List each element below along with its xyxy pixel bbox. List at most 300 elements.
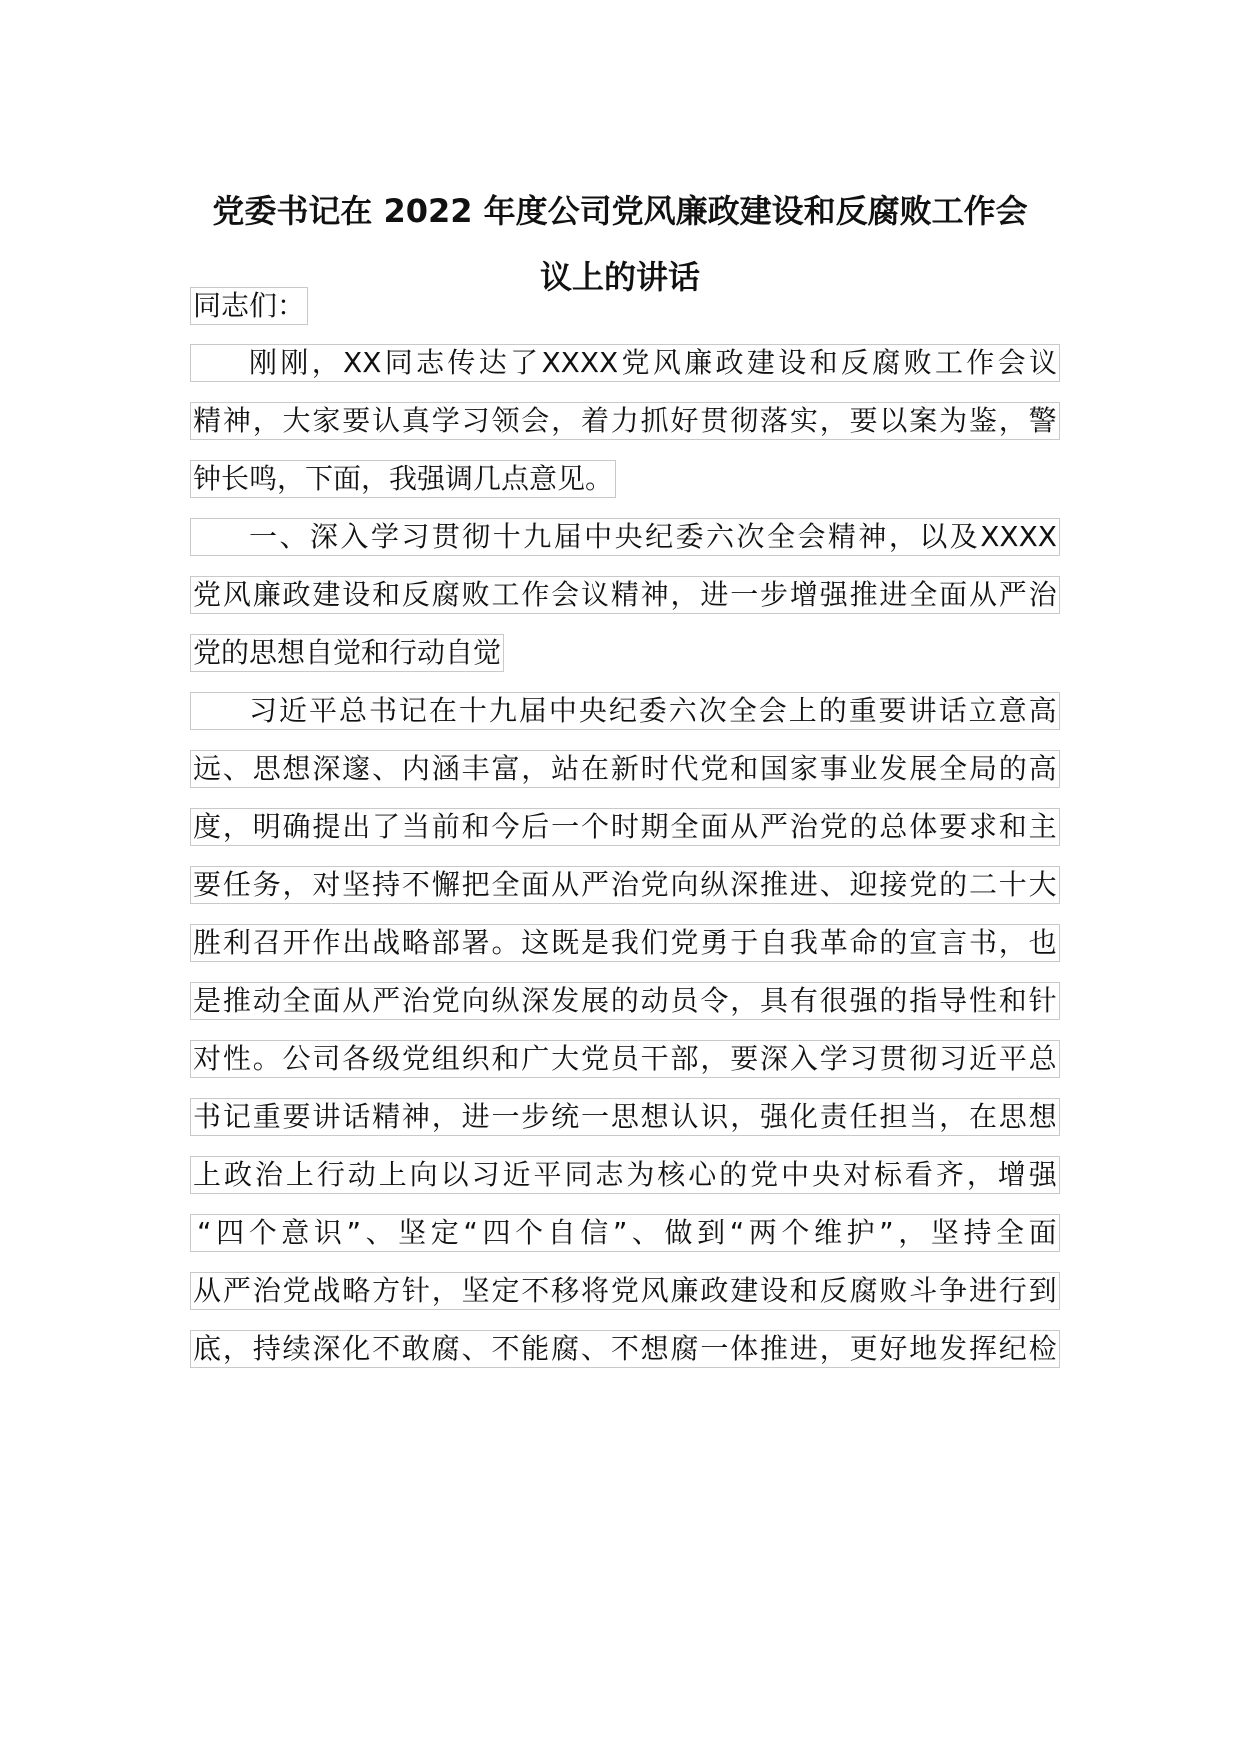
text-glyph: 推 — [760, 1332, 789, 1365]
text-glyph: 。 — [491, 926, 520, 959]
text-glyph: 案 — [909, 404, 938, 437]
text-glyph: 深 — [312, 752, 341, 785]
text-glyph: 不 — [491, 1332, 520, 1365]
text-glyph: 略 — [342, 1274, 371, 1307]
text-glyph: 令 — [700, 984, 729, 1017]
text-glyph: 增 — [789, 578, 818, 611]
text-glyph: 神 — [401, 1100, 430, 1133]
text-glyph: 度 — [193, 810, 222, 843]
text-glyph: 落 — [760, 404, 789, 437]
text-glyph: 神 — [222, 404, 251, 437]
text-glyph: 议 — [1028, 346, 1057, 379]
text-glyph: 彻 — [730, 404, 759, 437]
text-glyph: 习 — [461, 404, 490, 437]
text-glyph: 广 — [521, 1042, 550, 1075]
text-glyph: 利 — [222, 926, 251, 959]
text-glyph: 精 — [193, 404, 222, 437]
text-glyph: 严 — [998, 578, 1027, 611]
text-glyph: 彻 — [909, 1042, 938, 1075]
text-glyph: 腐 — [431, 1332, 460, 1365]
text-glyph: 这 — [521, 926, 550, 959]
text-glyph: 革 — [819, 926, 848, 959]
text-glyph: 大 — [1028, 868, 1057, 901]
text-glyph: ， — [282, 868, 311, 901]
text-glyph: 的 — [879, 984, 908, 1017]
text-glyph: 齐 — [935, 1158, 964, 1191]
text-glyph: 干 — [640, 1042, 669, 1075]
text-glyph: 上 — [378, 1158, 407, 1191]
text-glyph: 提 — [312, 810, 341, 843]
text-glyph: 开 — [282, 926, 311, 959]
text-glyph: 上 — [193, 1158, 222, 1191]
text-glyph: 挥 — [968, 1332, 997, 1365]
text-glyph: 习 — [849, 1042, 878, 1075]
text-glyph: 推 — [849, 578, 878, 611]
text-glyph: 、 — [580, 1332, 609, 1365]
text-glyph: 反 — [840, 346, 869, 379]
text-glyph: 话 — [342, 1100, 371, 1133]
text-glyph: 定 — [430, 1216, 459, 1249]
text-glyph: 内 — [401, 752, 430, 785]
text-glyph: 国 — [760, 752, 789, 785]
text-glyph: 体 — [909, 810, 938, 843]
text-glyph: 次 — [736, 520, 765, 553]
text-glyph: 央 — [578, 694, 607, 727]
text-glyph: 面 — [700, 810, 729, 843]
text-glyph: 达 — [478, 346, 507, 379]
text-glyph: 的 — [610, 984, 639, 1017]
text-glyph: 设 — [778, 346, 807, 379]
text-glyph: 反 — [819, 1274, 848, 1307]
text-glyph: 核 — [657, 1158, 686, 1191]
text-glyph: 学 — [370, 520, 399, 553]
text-glyph: 力 — [610, 404, 639, 437]
paragraph-line — [190, 924, 1060, 962]
text-glyph: 全 — [766, 520, 795, 553]
text-glyph: 败 — [879, 1274, 908, 1307]
text-glyph: 会 — [797, 520, 826, 553]
text-glyph: 习 — [401, 520, 430, 553]
text-glyph: 不 — [401, 868, 430, 901]
text-glyph: 的 — [939, 868, 968, 901]
text-glyph: 斗 — [909, 1274, 938, 1307]
text-glyph: 向 — [409, 1158, 438, 1191]
text-glyph: 员 — [670, 984, 699, 1017]
text-glyph: 六 — [668, 694, 697, 727]
text-glyph: 次 — [698, 694, 727, 727]
text-glyph: 认 — [670, 1100, 699, 1133]
text-glyph: 要 — [878, 694, 907, 727]
text-glyph: 任 — [849, 1100, 878, 1133]
text-glyph: 新 — [610, 752, 639, 785]
text-glyph: 重 — [848, 694, 877, 727]
text-glyph: 议 — [580, 578, 609, 611]
text-glyph: 作 — [966, 346, 995, 379]
text-glyph: 想 — [640, 1100, 669, 1133]
text-glyph: ， — [311, 346, 340, 379]
text-glyph: 具 — [760, 984, 789, 1017]
text-glyph: 记 — [398, 694, 427, 727]
paragraph-line — [190, 1098, 1060, 1136]
text-glyph: 大 — [551, 1042, 580, 1075]
text-glyph: 一 — [491, 1100, 520, 1133]
text-glyph: 鉴 — [968, 404, 997, 437]
text-glyph: 有 — [789, 984, 818, 1017]
text-glyph: 、 — [365, 1216, 394, 1249]
text-glyph: 想 — [282, 752, 311, 785]
paragraph-line — [190, 1330, 1060, 1368]
text-glyph: 和 — [491, 1042, 520, 1075]
text-glyph: 持 — [963, 1216, 992, 1249]
text-glyph: 员 — [610, 1042, 639, 1075]
paragraph-line — [190, 808, 1060, 846]
text-glyph: 代 — [670, 752, 699, 785]
text-glyph: 既 — [551, 926, 580, 959]
text-glyph: 动 — [640, 984, 669, 1017]
paragraph-line — [190, 402, 1060, 440]
text-glyph: 织 — [461, 1042, 490, 1075]
text-glyph: 化 — [342, 1332, 371, 1365]
text-glyph: 自 — [547, 1216, 576, 1249]
text-glyph: 进 — [879, 578, 908, 611]
text-glyph: 更 — [849, 1332, 878, 1365]
text-glyph: ， — [431, 1274, 460, 1307]
text-glyph: 发 — [551, 984, 580, 1017]
text-glyph: 党 — [640, 868, 669, 901]
text-glyph: 敢 — [401, 1332, 430, 1365]
text-glyph: 会 — [521, 404, 550, 437]
paragraph-line — [190, 1040, 1060, 1078]
text-glyph: 强 — [760, 1100, 789, 1133]
text-glyph: 识 — [700, 1100, 729, 1133]
text-glyph: 总 — [1028, 1042, 1057, 1075]
text-glyph: 贯 — [879, 1042, 908, 1075]
text-glyph: 治 — [789, 810, 818, 843]
text-glyph: 设 — [760, 1274, 789, 1307]
text-glyph: 习 — [471, 1158, 500, 1191]
text-glyph: 政 — [223, 1158, 252, 1191]
text-glyph: 深 — [730, 868, 759, 901]
text-glyph: 党 — [819, 810, 848, 843]
text-glyph: 自 — [760, 926, 789, 959]
text-glyph: 败 — [903, 346, 932, 379]
text-glyph: 风 — [640, 1274, 669, 1307]
text-glyph: 一 — [700, 1332, 729, 1365]
text-glyph: 担 — [879, 1100, 908, 1133]
text-glyph: 把 — [461, 868, 490, 901]
text-glyph: 领 — [491, 404, 520, 437]
text-glyph: 讲 — [908, 694, 937, 727]
paragraph-line — [190, 866, 1060, 904]
text-glyph: 记 — [222, 1100, 251, 1133]
text-glyph: 作 — [521, 578, 550, 611]
document-title-line-2: 议上的讲话 — [539, 258, 700, 296]
text-glyph: ， — [222, 810, 251, 843]
text-glyph: 好 — [879, 1332, 908, 1365]
text-glyph: 底 — [193, 1332, 222, 1365]
text-glyph: 动 — [347, 1158, 376, 1191]
text-glyph: 信 — [580, 1216, 609, 1249]
text-glyph: 要 — [849, 404, 878, 437]
text-glyph: 从 — [193, 1274, 222, 1307]
text-glyph: “ — [729, 1216, 745, 1249]
text-glyph: 中 — [548, 694, 577, 727]
text-glyph: 纪 — [608, 694, 637, 727]
text-glyph: 我 — [610, 926, 639, 959]
paragraph-line — [190, 1272, 1060, 1310]
text-glyph: 在 — [580, 752, 609, 785]
text-glyph: 言 — [939, 926, 968, 959]
text-glyph: 为 — [939, 404, 968, 437]
text-glyph: 志 — [416, 346, 445, 379]
text-glyph: 近 — [968, 1042, 997, 1075]
text-glyph: 及 — [949, 520, 978, 553]
text-glyph: 业 — [849, 752, 878, 785]
text-glyph: 央 — [812, 1158, 841, 1191]
text-glyph: 和 — [372, 578, 401, 611]
text-glyph: 腐 — [670, 1332, 699, 1365]
text-glyph: ” — [346, 1216, 361, 1249]
text-glyph: 一 — [580, 1100, 609, 1133]
text-glyph: 略 — [401, 926, 430, 959]
text-glyph: ， — [998, 926, 1027, 959]
text-glyph: 深 — [760, 1042, 789, 1075]
text-glyph: XXXX — [980, 520, 1057, 553]
text-glyph: 总 — [879, 810, 908, 843]
text-glyph: 不 — [610, 1332, 639, 1365]
paragraph-line — [190, 344, 1060, 382]
text-glyph: ， — [551, 404, 580, 437]
text-glyph: 全 — [491, 868, 520, 901]
text-glyph: 个 — [248, 1216, 277, 1249]
text-glyph: 邃 — [342, 752, 371, 785]
text-glyph: 们 — [640, 926, 669, 959]
text-glyph: 做 — [664, 1216, 693, 1249]
text-glyph: 主 — [1028, 810, 1057, 843]
text-glyph: 要 — [193, 868, 222, 901]
text-glyph: 向 — [461, 984, 490, 1017]
text-glyph: 也 — [1028, 926, 1057, 959]
text-glyph: 刚 — [249, 346, 278, 379]
text-glyph: 对 — [193, 1042, 222, 1075]
text-glyph: 远 — [193, 752, 222, 785]
text-glyph: 涵 — [431, 752, 460, 785]
text-glyph: 严 — [372, 984, 401, 1017]
text-glyph: 面 — [521, 868, 550, 901]
paragraph-line — [190, 1156, 1060, 1194]
text-glyph: 深 — [312, 1332, 341, 1365]
text-glyph: 届 — [553, 520, 582, 553]
text-glyph: 在 — [968, 1100, 997, 1133]
text-glyph: 标 — [873, 1158, 902, 1191]
text-glyph: 接 — [879, 868, 908, 901]
text-glyph: 近 — [278, 694, 307, 727]
text-glyph: 定 — [491, 1274, 520, 1307]
text-glyph: 当 — [401, 810, 430, 843]
text-glyph: 方 — [372, 1274, 401, 1307]
text-glyph: 神 — [640, 578, 669, 611]
text-glyph: 六 — [706, 520, 735, 553]
text-glyph: ， — [431, 1100, 460, 1133]
text-glyph: 进 — [789, 1332, 818, 1365]
text-glyph: 腐 — [551, 1332, 580, 1365]
text-glyph: 强 — [1028, 1158, 1057, 1191]
text-glyph: 上 — [285, 1158, 314, 1191]
text-glyph: 性 — [222, 1042, 251, 1075]
text-glyph: 步 — [760, 578, 789, 611]
text-glyph: 丰 — [461, 752, 490, 785]
text-glyph: ， — [222, 1332, 251, 1365]
text-glyph: 要 — [730, 1042, 759, 1075]
text-glyph: 勇 — [700, 926, 729, 959]
text-glyph: 和 — [730, 752, 759, 785]
text-glyph: 、 — [372, 752, 401, 785]
text-glyph: 全 — [909, 578, 938, 611]
text-glyph: 性 — [968, 984, 997, 1017]
text-glyph: 书 — [368, 694, 397, 727]
text-glyph: 实 — [789, 404, 818, 437]
text-glyph: 、 — [461, 1332, 490, 1365]
text-glyph: 到 — [1028, 1274, 1057, 1307]
text-glyph: 推 — [760, 868, 789, 901]
text-glyph: 确 — [282, 810, 311, 843]
text-glyph: 的 — [818, 694, 847, 727]
text-glyph: 公 — [282, 1042, 311, 1075]
text-glyph: 作 — [312, 926, 341, 959]
text-glyph: 地 — [909, 1332, 938, 1365]
text-glyph: 、 — [279, 520, 308, 553]
text-glyph: 建 — [746, 346, 775, 379]
text-glyph: 要 — [342, 404, 371, 437]
text-glyph: 腐 — [849, 1274, 878, 1307]
text-glyph: 动 — [252, 984, 281, 1017]
paragraph-line — [190, 982, 1060, 1020]
text-glyph: 进 — [461, 1100, 490, 1133]
text-glyph: 从 — [730, 810, 759, 843]
text-glyph: 深 — [521, 984, 550, 1017]
text-glyph: 纵 — [700, 868, 729, 901]
text-glyph: 持 — [252, 1332, 281, 1365]
text-glyph: 真 — [401, 404, 430, 437]
text-glyph: 个 — [515, 1216, 544, 1249]
text-glyph: 纪 — [645, 520, 674, 553]
text-glyph: 导 — [939, 984, 968, 1017]
text-glyph: 级 — [372, 1042, 401, 1075]
text-glyph: 。 — [252, 1042, 281, 1075]
text-glyph: 习 — [939, 1042, 968, 1075]
text-glyph: 能 — [521, 1332, 550, 1365]
text-glyph: 建 — [730, 1274, 759, 1307]
text-glyph: 将 — [580, 1274, 609, 1307]
text-glyph: 入 — [789, 1042, 818, 1075]
text-glyph: 反 — [401, 578, 430, 611]
text-glyph: 进 — [789, 868, 818, 901]
text-glyph: 今 — [491, 810, 520, 843]
text-glyph: 从 — [968, 578, 997, 611]
text-glyph: 坚 — [398, 1216, 427, 1249]
text-glyph: 党 — [700, 752, 729, 785]
text-glyph: 央 — [614, 520, 643, 553]
text-glyph: 讲 — [312, 1100, 341, 1133]
text-glyph: 纵 — [491, 984, 520, 1017]
text-glyph: 治 — [1028, 578, 1057, 611]
text-glyph: 出 — [342, 810, 371, 843]
text-glyph: 增 — [997, 1158, 1026, 1191]
text-glyph: 纪 — [998, 1332, 1027, 1365]
text-glyph: 化 — [789, 1100, 818, 1133]
text-glyph: 书 — [193, 1100, 222, 1133]
text-glyph: 识 — [313, 1216, 342, 1249]
text-glyph: 学 — [431, 404, 460, 437]
text-glyph: 党 — [401, 1042, 430, 1075]
text-glyph: 责 — [819, 1100, 848, 1133]
text-glyph: 党 — [580, 1042, 609, 1075]
text-glyph: 不 — [372, 1332, 401, 1365]
text-glyph: 以 — [879, 404, 908, 437]
text-glyph: 从 — [551, 868, 580, 901]
text-glyph: ， — [898, 1216, 927, 1249]
text-glyph: 展 — [909, 752, 938, 785]
text-glyph: 面 — [939, 578, 968, 611]
text-glyph: 行 — [998, 1274, 1027, 1307]
text-glyph: 好 — [670, 404, 699, 437]
text-glyph: 战 — [372, 926, 401, 959]
text-glyph: 发 — [939, 1332, 968, 1365]
text-glyph: 很 — [819, 984, 848, 1017]
text-glyph: 是 — [580, 926, 609, 959]
text-glyph: 检 — [1028, 1332, 1057, 1365]
text-glyph: ， — [252, 404, 281, 437]
text-glyph: 传 — [447, 346, 476, 379]
text-glyph: 和 — [789, 1274, 818, 1307]
text-glyph: 迎 — [849, 868, 878, 901]
text-glyph: 期 — [640, 810, 669, 843]
text-glyph: 两 — [748, 1216, 777, 1249]
text-glyph: 政 — [700, 1274, 729, 1307]
document-title-line-1: 党委书记在 2022 年度公司党风廉政建设和反腐败工作会 — [212, 192, 1028, 230]
text-glyph: 全 — [282, 984, 311, 1017]
text-glyph: 四 — [482, 1216, 511, 1249]
text-glyph: 大 — [282, 404, 311, 437]
text-glyph: 的 — [849, 810, 878, 843]
text-glyph: 志 — [595, 1158, 624, 1191]
text-glyph: 召 — [252, 926, 281, 959]
paragraph-line — [190, 692, 1060, 730]
text-glyph: 工 — [934, 346, 963, 379]
text-glyph: 针 — [401, 1274, 430, 1307]
text-glyph: 要 — [282, 1100, 311, 1133]
text-glyph: 届 — [518, 694, 547, 727]
text-glyph: 胜 — [193, 926, 222, 959]
text-glyph: 部 — [670, 1042, 699, 1075]
text-glyph: 进 — [968, 1274, 997, 1307]
text-glyph: 争 — [939, 1274, 968, 1307]
text-glyph: 全 — [728, 694, 757, 727]
text-glyph: 全 — [939, 752, 968, 785]
text-glyph: ， — [998, 404, 1027, 437]
text-glyph: 心 — [688, 1158, 717, 1191]
text-glyph: 严 — [760, 810, 789, 843]
text-glyph: 出 — [342, 926, 371, 959]
text-glyph: 展 — [580, 984, 609, 1017]
text-glyph: 进 — [700, 578, 729, 611]
text-glyph: 刚 — [280, 346, 309, 379]
text-glyph: 持 — [372, 868, 401, 901]
text-glyph: 对 — [312, 868, 341, 901]
text-glyph: 廉 — [670, 1274, 699, 1307]
text-glyph: 个 — [580, 810, 609, 843]
text-glyph: 十 — [492, 520, 521, 553]
